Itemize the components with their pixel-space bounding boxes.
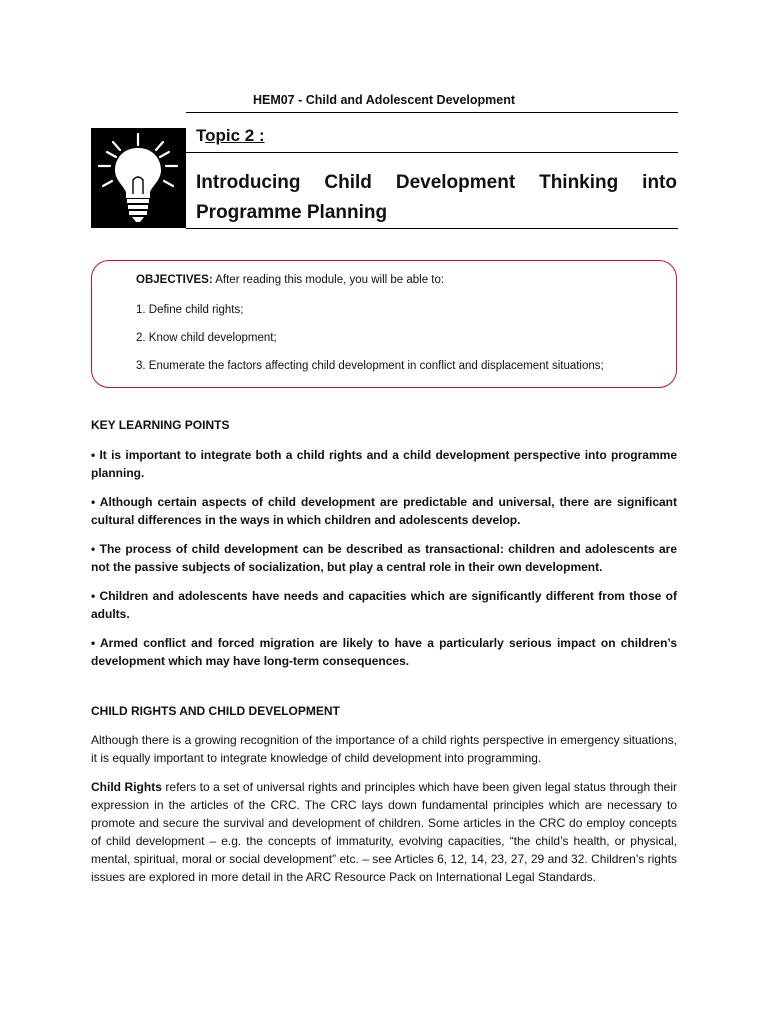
section-paragraph: Although there is a growing recognition of the importance of a child rights perspective in emergency situations, it is equally important to integrate knowledge of child development into programming.	[91, 733, 677, 765]
objectives-label: OBJECTIVES:	[136, 274, 213, 286]
topic-label-rest: opic 2 :	[205, 126, 265, 145]
objectives-intro	[136, 274, 444, 286]
objectives-intro-text: After reading this module, you will be able to:	[212, 274, 445, 286]
key-point: • The process of child development can be described as transactional: children and adolescents are not the passive subjects of socialization, but play a central role in their own development.	[91, 542, 677, 574]
topic-rule	[186, 152, 678, 153]
lightbulb-icon	[91, 128, 186, 228]
objective-item: 2. Know child development;	[136, 332, 277, 344]
topic-label-first: T	[196, 126, 206, 145]
main-content	[91, 416, 677, 886]
objectives-box	[91, 260, 677, 388]
header-rule	[186, 112, 678, 113]
course-header: HEM07 - Child and Adolescent Development	[252, 93, 516, 107]
key-point: • Children and adolescents have needs and capacities which are significantly different from those of adults.	[91, 589, 677, 621]
key-point: • It is important to integrate both a child rights and a child development perspective into programme planning.	[91, 448, 677, 480]
objective-item: 3. Enumerate the factors affecting child development in conflict and displacement situations;	[136, 360, 604, 372]
key-learning-heading: KEY LEARNING POINTS	[91, 418, 230, 432]
child-rights-paragraph	[91, 778, 677, 886]
topic-label	[196, 126, 265, 146]
child-rights-text: refers to a set of universal rights and principles which have been given legal status through their expression in the articles of the CRC. The CRC lays down fundamental principles which are necessary to promote and secure the survival and development of children. Some articles in the CRC do employ concepts of child development – e.g. the concepts of immaturity, evolving capacities, “the child’s health, or physical, mental, spiritual, moral or social development” etc. – see Articles 6, 12, 14, 23, 27, 29 and 32. Children’s rights issues are explored in more detail in the ARC Resource Pack on International Legal Standards.	[91, 780, 677, 884]
section-heading: CHILD RIGHTS AND CHILD DEVELOPMENT	[91, 704, 340, 718]
key-point: • Armed conflict and forced migration are likely to have a particularly serious impact on children’s development which may have long-term consequences.	[91, 636, 677, 668]
key-point: • Although certain aspects of child development are predictable and universal, there are significant cultural differences in the ways in which children and adolescents develop.	[91, 495, 677, 527]
child-rights-term: Child Rights	[91, 780, 162, 794]
topic-title: Introducing Child Development Thinking into Programme Planning	[196, 172, 677, 223]
title-rule	[186, 228, 678, 229]
objective-item: 1. Define child rights;	[136, 304, 244, 316]
